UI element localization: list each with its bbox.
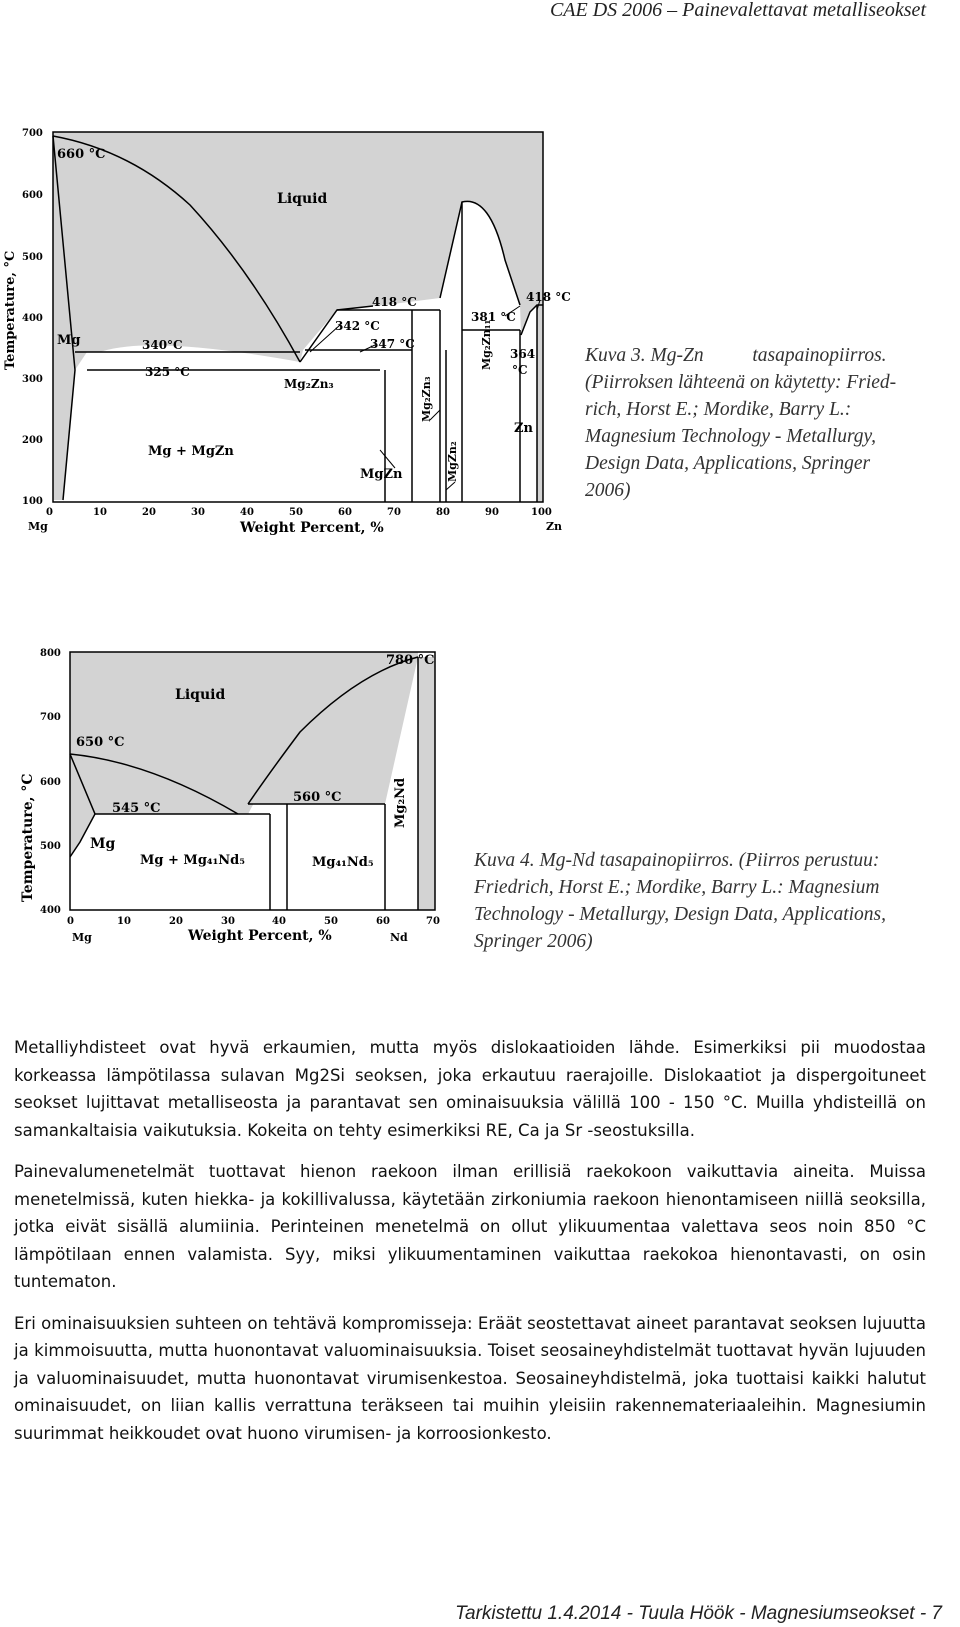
label-418b: 418 °C	[526, 290, 571, 304]
label-325: 325 °C	[145, 365, 190, 379]
page-footer: Tarkistettu 1.4.2014 - Tuula Höök - Magnesiumseokset - 7	[455, 1603, 942, 1624]
x-tick: 30	[221, 916, 235, 927]
y-tick: 800	[40, 648, 61, 659]
caption-line: rich, Horst E.; Mordike, Barry L.:	[585, 399, 852, 420]
label-mg41nd5: Mg₄₁Nd₅	[312, 855, 374, 870]
y-tick: 700	[40, 712, 61, 723]
paragraph: Metalliyhdisteet ovat hyvä erkaumien, mutta myös dislokaatioiden lähde. Esimerkiksi pii muodostaa korkeassa lämpötilassa sulavan Mg2Si seoksen, joka erkautuu raerajoille. Dislokaatiot ja dispergoituneet seokset lujittavat metalliseosta ja parantavat sen ominaisuuksia välillä 100 - 150 °C. Muilla yhdisteillä on samankaltaisia vaikutuksia. Kokeita on tehty esimerkiksi RE, Ca ja Sr -seostuksilla.	[14, 1038, 926, 1140]
caption-line: (Piirroksen lähteenä on käytetty: Fried-	[585, 372, 897, 393]
label-364-unit: °C	[512, 363, 528, 377]
y-tick: 500	[40, 841, 61, 852]
figure4-caption	[474, 847, 924, 955]
label-780: 780 °C	[386, 653, 435, 668]
x-tick: 80	[436, 507, 450, 518]
x-tick: 40	[272, 916, 286, 927]
label-zn: Zn	[514, 421, 533, 436]
x-tick: 10	[117, 916, 131, 927]
label-mg: Mg	[57, 333, 81, 348]
x-axis-label: Weight Percent, %	[240, 520, 384, 536]
label-364: 364	[510, 347, 536, 361]
label-342: 342 °C	[335, 319, 380, 333]
x-tick: 20	[169, 916, 183, 927]
body-text	[14, 1034, 926, 1461]
label-mg2zn3-vert: Mg₂Zn₃	[420, 376, 433, 422]
caption-line: Kuva 3. Mg-Zn tasapainopiirros.	[585, 345, 887, 366]
label-mgzn: MgZn	[360, 467, 403, 482]
label-mg2nd: Mg₂Nd	[393, 777, 408, 828]
caption-line: Design Data, Applications, Springer	[585, 453, 871, 474]
mg-nd-phase-diagram	[0, 642, 460, 982]
label-650: 650 °C	[76, 735, 125, 750]
x-tick: 20	[142, 507, 156, 518]
label-mg-mgzn: Mg + MgZn	[148, 444, 234, 459]
label-liquid: Liquid	[277, 191, 328, 207]
x-axis-label: Weight Percent, %	[188, 928, 332, 944]
label-mg-mg41nd5: Mg + Mg₄₁Nd₅	[140, 853, 245, 868]
caption-line: Springer 2006)	[474, 931, 593, 952]
x-tick: 90	[485, 507, 499, 518]
caption-line: Magnesium Technology - Metallurgy,	[585, 426, 877, 447]
x-tick: 70	[387, 507, 401, 518]
label-545: 545 °C	[112, 801, 161, 816]
caption-line: Technology - Metallurgy, Design Data, Applications,	[474, 904, 886, 925]
label-liquid: Liquid	[175, 687, 226, 703]
y-tick: 100	[22, 496, 43, 507]
caption-line: Friedrich, Horst E.; Mordike, Barry L.: Magnesium	[474, 877, 880, 898]
y-tick: 700	[22, 128, 43, 139]
y-tick: 400	[22, 313, 43, 324]
y-tick: 500	[22, 252, 43, 263]
x-axis-right: Nd	[390, 931, 408, 944]
label-347: 347 °C	[370, 337, 415, 351]
label-560: 560 °C	[293, 790, 342, 805]
x-axis-right: Zn	[546, 520, 563, 533]
label-mg2zn11-vert: Mg₂Zn₁₁	[480, 319, 493, 370]
x-tick: 100	[531, 507, 552, 518]
x-tick: 0	[46, 507, 53, 518]
x-tick: 50	[289, 507, 303, 518]
label-418a: 418 °C	[372, 295, 417, 309]
paragraph: Painevalumenetelmät tuottavat hienon raekoon ilman erillisiä raekokoon vaikuttavia aineita. Muissa menetelmissä, kuten hiekka- ja kokillivalussa, käytetään zirkoniumia raekoon hienontamiseen niillä seoksilla, jotka eivät sisällä alumiinia. Perinteinen menetelmä on ollut ylikuumentaa valettava seos noin 850 °C lämpötilaan ennen valamista. Syy, miksi ylikuumentaminen vaikuttaa raekokoa hienontavasti, on osin tuntematon.	[14, 1162, 926, 1291]
x-tick: 10	[93, 507, 107, 518]
y-axis-label: Temperature, °C	[20, 773, 36, 902]
y-axis-label: Temperature, °C	[3, 250, 18, 370]
x-tick: 50	[324, 916, 338, 927]
x-tick: 70	[426, 916, 440, 927]
figure3-caption	[585, 342, 925, 504]
x-tick: 40	[240, 507, 254, 518]
caption-line: 2006)	[585, 480, 631, 501]
x-tick: 60	[376, 916, 390, 927]
x-tick: 30	[191, 507, 205, 518]
label-mgzn2-vert: MgZn₂	[446, 441, 459, 482]
x-axis-left: Mg	[28, 520, 48, 533]
y-tick: 300	[22, 374, 43, 385]
x-tick: 0	[67, 916, 74, 927]
label-660: 660 °C	[57, 147, 106, 162]
label-340: 340°C	[142, 338, 183, 352]
label-mg: Mg	[90, 836, 116, 852]
page-header: CAE DS 2006 – Painevalettavat metalliseokset	[549, 0, 926, 21]
y-tick: 600	[40, 777, 61, 788]
x-tick: 60	[338, 507, 352, 518]
caption-line: Kuva 4. Mg-Nd tasapainopiirros. (Piirros perustuu:	[474, 850, 880, 871]
y-tick: 600	[22, 190, 43, 201]
x-axis-left: Mg	[72, 931, 92, 944]
label-381: 381 °C	[471, 310, 516, 324]
label-mg2zn3: Mg₂Zn₃	[284, 377, 334, 391]
y-tick: 400	[40, 905, 61, 916]
mg-zn-phase-diagram	[0, 120, 590, 560]
y-tick: 200	[22, 435, 43, 446]
paragraph: Eri ominaisuuksien suhteen on tehtävä kompromisseja: Eräät seostettavat aineet parantavat seoksen lujuutta ja kimmoisuutta, mutta huonontavat valuominaisuuksia. Toiset seosaineyhdistelmät tuottavat hyvän lujuuden ja valuominaisuudet, mutta huonontavat virumisenkestoa. Seosaineyhdistelmä, joka tuottaisi kaikki halutut ominaisuudet, on liian kallis verrattuna teräkseen tai muihin yleisiin rakennemateriaaleihin. Magnesiumin suurimmat heikkoudet ovat huono virumisen- ja korroosionkesto.	[14, 1313, 926, 1443]
